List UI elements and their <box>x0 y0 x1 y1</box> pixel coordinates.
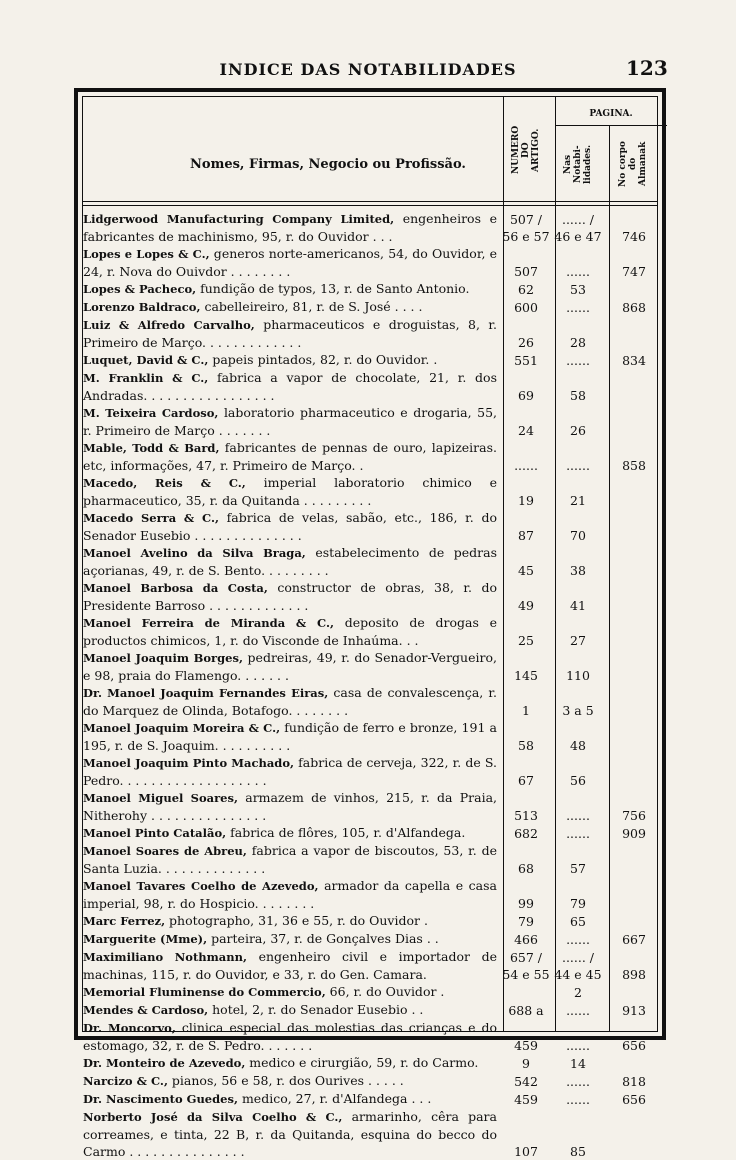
entry-text <box>77 351 497 369</box>
entry-description: medico e cirurgião, 59, r. do Carmo. <box>245 1055 479 1070</box>
entry-name: Manoel Joaquim Borges, <box>83 651 243 665</box>
entry-pagina-nas: ...... / 44 e 45 <box>554 950 602 982</box>
entry-name: Manoel Avelino da Silva Braga, <box>83 546 306 560</box>
index-entry <box>77 1001 665 1019</box>
column-header-numero: NUMERO DO ARTIGO. <box>511 125 541 175</box>
index-entry <box>77 912 665 930</box>
entry-description: medico, 27, r. d'Alfandega . . . <box>237 1091 432 1106</box>
entry-text <box>77 1072 497 1090</box>
entry-description: fabrica a vapor de biscoutos, 53, r. de Santa Luzia. . . . . . . . . . . . . . <box>83 843 497 876</box>
entry-artigo: 9 <box>522 1056 530 1071</box>
entry-pagina-nas: 2 <box>574 985 582 1000</box>
entry-description: deposito de drogas e productos chimicos, 1, r. do Visconde de Inhaúma. . . <box>83 615 498 648</box>
entry-description: papeis pintados, 82, r. do Ouvidor. . <box>208 352 438 367</box>
entry-name: Manoel Soares de Abreu, <box>83 844 247 858</box>
entry-text <box>77 404 497 439</box>
entry-description: clinica especial das molestias das crianças e do estomago, 32, r. de S. Pedro. . . . . . . <box>83 1020 497 1053</box>
entry-description: photographo, 31, 36 e 55, r. do Ouvidor . <box>165 913 428 928</box>
entry-name: Macedo, Reis & C., <box>83 476 246 490</box>
column-header-corpo: No corpo do Almanak <box>618 141 648 187</box>
entry-description: fabrica a vapor de chocolate, 21, r. dos Andradas. . . . . . . . . . . . . . . . . <box>83 370 497 403</box>
entry-text <box>77 684 497 719</box>
entry-pagina-nas: 3 a 5 <box>562 703 594 718</box>
entry-text <box>77 280 497 298</box>
entry-description: pedreiras, 49, r. do Senador-Vergueiro, e 98, praia do Flamengo. . . . . . . <box>83 650 497 683</box>
entry-text <box>77 1108 497 1160</box>
entry-name: Manoel Pinto Catalão, <box>83 826 227 840</box>
entry-pagina-nas: 85 <box>570 1144 586 1159</box>
entry-text <box>77 912 497 930</box>
entry-name: Dr. Moncorvo, <box>83 1021 176 1035</box>
entry-artigo: 26 <box>518 335 534 350</box>
entry-pagina-corpo: 656 <box>622 1038 646 1053</box>
entry-artigo: 107 <box>514 1144 538 1159</box>
entry-text <box>77 439 497 474</box>
index-entry <box>77 684 665 719</box>
entry-name: Memorial Fluminense do Commercio, <box>83 985 326 999</box>
entry-description: laboratorio pharmaceutico e drogaria, 55, r. Primeiro de Março . . . . . . . <box>83 405 497 438</box>
entry-text <box>77 579 497 614</box>
entry-artigo: 507 <box>514 264 538 279</box>
entry-artigo: 79 <box>518 914 534 929</box>
entry-text <box>77 544 497 579</box>
entry-pagina-nas: ...... <box>566 826 590 841</box>
entry-artigo: 551 <box>514 353 538 368</box>
entry-artigo: 87 <box>518 528 534 543</box>
entry-pagina-corpo: 834 <box>622 353 646 368</box>
entry-name: Dr. Monteiro de Azevedo, <box>83 1056 246 1070</box>
entry-name: M. Franklin & C., <box>83 371 209 385</box>
entry-description: casa de convalescença, r. do Marquez de Olinda, Botafogo. . . . . . . . <box>83 685 497 718</box>
entry-pagina-nas: ...... <box>566 1003 590 1018</box>
entry-name: Lopes & Pacheco, <box>83 282 197 296</box>
index-entry <box>77 948 665 983</box>
entry-name: Dr. Manoel Joaquim Fernandes Eiras, <box>83 686 329 700</box>
entry-description: imperial laboratorio chimico e pharmaceutico, 35, r. da Quitanda . . . . . . . . . <box>83 475 497 508</box>
entry-artigo: 507 / 56 e 57 <box>502 212 550 244</box>
index-entry <box>77 210 665 245</box>
entry-description: fabrica de velas, sabão, etc., 186, r. do Senador Eusebio . . . . . . . . . . . . . . <box>83 510 497 543</box>
index-entry <box>77 298 665 316</box>
entry-pagina-corpo: 756 <box>622 808 646 823</box>
entry-pagina-corpo: 909 <box>622 826 646 841</box>
entry-description: 66, r. do Ouvidor . <box>325 984 445 999</box>
entries-list <box>77 210 665 1160</box>
entry-pagina-nas: 79 <box>570 896 586 911</box>
entry-name: Mendes & Cardoso, <box>83 1003 209 1017</box>
entry-description: estabelecimento de pedras açorianas, 49, r. de S. Bento. . . . . . . . . <box>83 545 498 578</box>
entry-artigo: 466 <box>514 932 538 947</box>
entry-description: engenheiros e fabricantes de machinismo, 95, r. do Ouvidor . . . <box>83 211 498 244</box>
entry-text <box>77 842 497 877</box>
index-entry <box>77 474 665 509</box>
entry-artigo: 99 <box>518 896 534 911</box>
entry-artigo: 513 <box>514 808 538 823</box>
entry-name: Manoel Joaquim Moreira & C., <box>83 721 281 735</box>
entry-text <box>77 754 497 789</box>
entry-pagina-nas: 28 <box>570 335 586 350</box>
entry-pagina-nas: ...... / 46 e 47 <box>554 212 602 244</box>
entry-name: Luquet, David & C., <box>83 353 209 367</box>
entry-name: Manoel Ferreira de Miranda & C., <box>83 616 335 630</box>
entry-pagina-nas: 53 <box>570 282 586 297</box>
entry-description: hotel, 2, r. do Senador Eusebio . . <box>208 1002 424 1017</box>
entry-description: parteira, 37, r. de Gonçalves Dias . . <box>207 931 439 946</box>
entry-name: Luiz & Alfredo Carvalho, <box>83 318 255 332</box>
entry-artigo: 25 <box>518 633 534 648</box>
entry-text <box>77 298 497 316</box>
entry-pagina-nas: ...... <box>566 353 590 368</box>
entry-pagina-nas: ...... <box>566 1092 590 1107</box>
entry-pagina-corpo: 868 <box>622 300 646 315</box>
entry-pagina-corpo: 746 <box>622 229 646 244</box>
index-entry <box>77 1108 665 1160</box>
entry-artigo: 1 <box>522 703 530 718</box>
entry-artigo: 682 <box>514 826 538 841</box>
entry-name: Marc Ferrez, <box>83 914 166 928</box>
entry-pagina-nas: 41 <box>570 598 586 613</box>
column-header-nas: Nas Notabi- lidades. <box>563 144 593 184</box>
entry-pagina-nas: 27 <box>570 633 586 648</box>
entry-artigo: 68 <box>518 861 534 876</box>
entry-text <box>77 930 497 948</box>
entry-pagina-corpo: 858 <box>622 458 646 473</box>
entry-artigo: 145 <box>514 668 538 683</box>
index-entry <box>77 369 665 404</box>
entry-description: armador da capella e casa imperial, 98, r. do Hospicio. . . . . . . . <box>83 878 497 911</box>
entry-name: Manoel Joaquim Pinto Machado, <box>83 756 295 770</box>
index-entry <box>77 404 665 439</box>
entry-artigo: 688 a <box>508 1003 544 1018</box>
entry-description: armarinho, cêra para correames, e tinta, 22 B, r. da Quitanda, esquina do becco do Carmo . . . . . . . . . . . . . . . <box>83 1109 497 1159</box>
page-number: 123 <box>626 56 668 80</box>
entry-pagina-nas: ...... <box>566 264 590 279</box>
entry-artigo: 24 <box>518 423 534 438</box>
entry-pagina-corpo: 667 <box>622 932 646 947</box>
entry-name: Lopes e Lopes & C., <box>83 247 210 261</box>
index-entry <box>77 280 665 298</box>
column-header-names: Nomes, Firmas, Negocio ou Profissão. <box>190 157 466 172</box>
index-entry <box>77 1090 665 1108</box>
entry-text <box>77 789 497 824</box>
entry-artigo: 67 <box>518 773 534 788</box>
entry-description: armazem de vinhos, 215, r. da Praia, Nitherohy . . . . . . . . . . . . . . . <box>83 790 498 823</box>
entry-text <box>77 948 497 983</box>
entry-pagina-nas: 70 <box>570 528 586 543</box>
entry-description: generos norte-americanos, 54, do Ouvidor, e 24, r. Nova do Ouivdor . . . . . . . . <box>83 246 497 279</box>
entry-text <box>77 614 497 649</box>
entry-text <box>77 1054 497 1072</box>
entry-text <box>77 824 497 842</box>
entry-pagina-nas: ...... <box>566 808 590 823</box>
entry-text <box>77 983 497 1001</box>
entry-name: Dr. Nascimento Guedes, <box>83 1092 238 1106</box>
entry-description: fundição de ferro e bronze, 191 a 195, r. de S. Joaquim. . . . . . . . . . <box>83 720 497 753</box>
index-entry <box>77 649 665 684</box>
entry-text <box>77 474 497 509</box>
entry-text <box>77 719 497 754</box>
entry-name: Maximiliano Nothmann, <box>83 950 247 964</box>
entry-artigo: 459 <box>514 1092 538 1107</box>
index-entry <box>77 579 665 614</box>
index-entry <box>77 719 665 754</box>
entry-artigo: 45 <box>518 563 534 578</box>
entry-name: Macedo Serra & C., <box>83 511 219 525</box>
entry-description: engenheiro civil e importador de machinas, 115, r. do Ouvidor, e 33, r. do Gen. Camara. <box>83 949 497 982</box>
entry-name: Mable, Todd & Bard, <box>83 441 220 455</box>
entry-description: fundição de typos, 13, r. de Santo Antonio. <box>196 281 470 296</box>
index-entry <box>77 544 665 579</box>
entry-pagina-nas: ...... <box>566 932 590 947</box>
index-entry <box>77 439 665 474</box>
index-entry <box>77 842 665 877</box>
entry-pagina-nas: ...... <box>566 1038 590 1053</box>
index-entry <box>77 930 665 948</box>
entry-text <box>77 1019 497 1054</box>
entry-artigo: 49 <box>518 598 534 613</box>
entry-text <box>77 877 497 912</box>
index-entry <box>77 824 665 842</box>
entry-artigo: 657 / 54 e 55 <box>502 950 550 982</box>
entry-artigo: 69 <box>518 388 534 403</box>
index-entry <box>77 245 665 280</box>
index-entry <box>77 789 665 824</box>
entry-name: M. Teixeira Cardoso, <box>83 406 219 420</box>
index-entry <box>77 614 665 649</box>
entry-pagina-corpo: 913 <box>622 1003 646 1018</box>
entry-pagina-corpo: 898 <box>622 967 646 982</box>
entry-name: Manoel Miguel Soares, <box>83 791 238 805</box>
index-entry <box>77 509 665 544</box>
entry-artigo: 542 <box>514 1074 538 1089</box>
entry-name: Manoel Tavares Coelho de Azevedo, <box>83 879 319 893</box>
index-entry <box>77 351 665 369</box>
index-entry <box>77 1019 665 1054</box>
index-entry <box>77 754 665 789</box>
index-entry <box>77 877 665 912</box>
page-title: INDICE DAS NOTABILIDADES <box>219 60 517 79</box>
entry-artigo: 459 <box>514 1038 538 1053</box>
entry-pagina-nas: 26 <box>570 423 586 438</box>
entry-description: fabrica de cerveja, 322, r. de S. Pedro. . . . . . . . . . . . . . . . . . . <box>83 755 497 788</box>
entry-pagina-nas: 48 <box>570 738 586 753</box>
entry-description: cabelleireiro, 81, r. de S. José . . . . <box>200 299 423 314</box>
entry-pagina-nas: 58 <box>570 388 586 403</box>
entry-name: Lorenzo Baldraco, <box>83 300 201 314</box>
entry-name: Narcizo & C., <box>83 1074 168 1088</box>
column-header-pagina: PAGINA. <box>589 109 633 119</box>
entry-pagina-nas: ...... <box>566 1074 590 1089</box>
entry-text <box>77 245 497 280</box>
entry-description: fabricantes de pennas de ouro, lapizeiras. etc, informações, 47, r. Primeiro de Março. . <box>83 440 497 473</box>
entry-name: Lidgerwood Manufacturing Company Limited, <box>83 212 395 226</box>
entry-pagina-nas: 65 <box>570 914 586 929</box>
entry-text <box>77 1090 497 1108</box>
entry-pagina-corpo: 747 <box>622 264 646 279</box>
entry-artigo: ...... <box>514 458 538 473</box>
index-entry <box>77 316 665 351</box>
entry-artigo: 62 <box>518 282 534 297</box>
entry-description: pianos, 56 e 58, r. dos Ourives . . . . . <box>167 1073 404 1088</box>
entry-name: Norberto José da Silva Coelho & C., <box>83 1110 343 1124</box>
entry-artigo: 58 <box>518 738 534 753</box>
entry-name: Marguerite (Mme), <box>83 932 208 946</box>
entry-description: fabrica de flôres, 105, r. d'Alfandega. <box>226 825 466 840</box>
index-entry <box>77 1054 665 1072</box>
entry-name: Manoel Barbosa da Costa, <box>83 581 268 595</box>
entry-pagina-nas: ...... <box>566 300 590 315</box>
entry-description: pharmaceuticos e droguistas, 8, r. Primeiro de Março. . . . . . . . . . . . . <box>83 317 498 350</box>
entry-pagina-corpo: 656 <box>622 1092 646 1107</box>
entry-pagina-corpo: 818 <box>622 1074 646 1089</box>
entry-text <box>77 509 497 544</box>
entry-pagina-nas: ...... <box>566 458 590 473</box>
entry-pagina-nas: 57 <box>570 861 586 876</box>
index-entry <box>77 983 665 1001</box>
entry-artigo: 19 <box>518 493 534 508</box>
entry-text <box>77 649 497 684</box>
entry-text <box>77 1001 497 1019</box>
entry-pagina-nas: 21 <box>570 493 586 508</box>
entry-pagina-nas: 38 <box>570 563 586 578</box>
entry-pagina-nas: 110 <box>566 668 590 683</box>
entry-text <box>77 369 497 404</box>
entry-description: constructor de obras, 38, r. do Presidente Barroso . . . . . . . . . . . . . <box>83 580 497 613</box>
entry-pagina-nas: 56 <box>570 773 586 788</box>
index-entry <box>77 1072 665 1090</box>
entry-text <box>77 210 497 245</box>
entry-text <box>77 316 497 351</box>
entry-pagina-nas: 14 <box>570 1056 586 1071</box>
entry-artigo: 600 <box>514 300 538 315</box>
